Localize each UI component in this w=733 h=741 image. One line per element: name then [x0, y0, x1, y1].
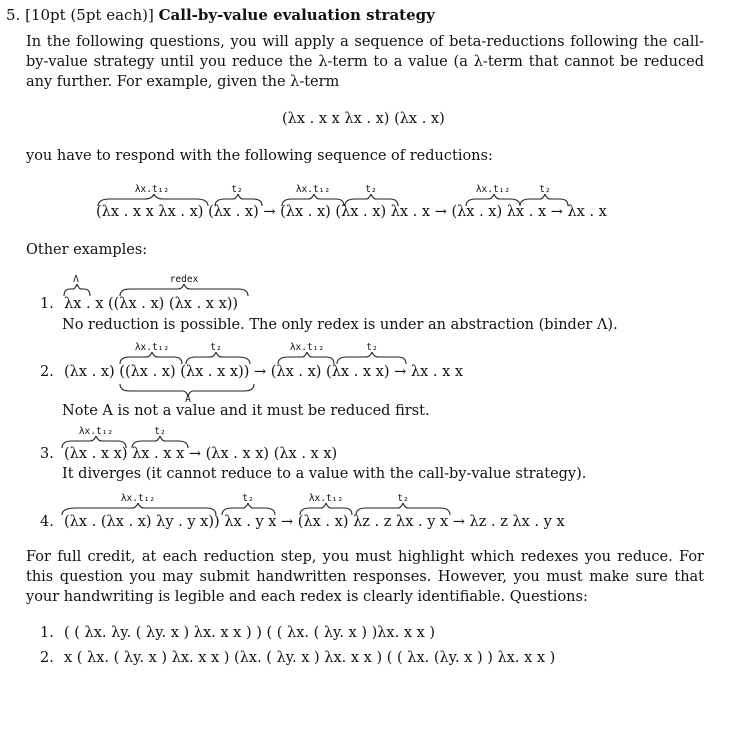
ex4-label-1: λx.t₁₂: [120, 493, 156, 504]
question-1-expr: ( ( λx. λy. ( λy. x ) λx. x x ) ) ( ( λx. ( λy. x ) )λx. x x ): [64, 625, 436, 641]
ex2-label-A: A: [185, 394, 191, 405]
question-number: 5.: [6, 6, 21, 24]
example-label-4: t₂: [365, 184, 377, 195]
ex3-expr: (λx . x x) λx . x x → (λx . x x) (λx . x x): [64, 446, 338, 462]
example-label-3: λx.t₁₂: [295, 184, 331, 195]
ex1-note: No reduction is possible. The only redex is under an abstraction (binder Λ).: [62, 317, 618, 333]
example-label-1: λx.t₁₂: [134, 184, 170, 195]
ex4-label-3: λx.t₁₂: [308, 493, 344, 504]
example-label-5: λx.t₁₂: [475, 184, 511, 195]
credit-paragraph: For full credit, at each reduction step, you must highlight which redexes you reduce. For this question you may submit handwritten responses. However, you must make sure that your handwriting is legible and each redex is clearly identifiable. Questions:: [26, 549, 704, 605]
intro-paragraph: In the following questions, you will apply a sequence of beta-reductions following the call-by-value strategy until you reduce the λ-term to a value (a λ-term that cannot be reduced any further. For example, given the λ-term: [26, 34, 704, 90]
example-term: (λx . x x λx . x) (λx . x): [282, 111, 445, 127]
ex2-label-4: t₂: [366, 342, 378, 353]
other-examples-heading: Other examples:: [26, 242, 148, 258]
ex4-expr: (λx . (λx . x) λy . y x)) λx . y x → (λx . x) λz . z λx . y x → λz . z λx . y x: [64, 514, 565, 530]
question-title: Call-by-value evaluation strategy: [158, 6, 435, 24]
ex3-number: 3.: [40, 446, 54, 462]
ex2-expr: (λx . x) ((λx . x) (λx . x x)) → (λx . x) (λx . x x) → λx . x x: [64, 364, 464, 380]
ex4-label-4: t₂: [397, 493, 409, 504]
ex2-label-3: λx.t₁₂: [289, 342, 325, 353]
ex2-note: Note A is not a value and it must be reduced first.: [62, 403, 430, 419]
ex2-number: 2.: [40, 364, 54, 380]
ex4-number: 4.: [40, 514, 54, 530]
ex1-number: 1.: [40, 296, 54, 312]
question-1-number: 1.: [40, 625, 54, 641]
ex1-label-lambda: Λ: [73, 274, 79, 285]
ex3-label-1: λx.t₁₂: [78, 426, 114, 437]
question-2-number: 2.: [40, 650, 54, 666]
ex2-bottom-brace: [0, 384, 733, 398]
respond-text: you have to respond with the following sequence of reductions:: [26, 148, 493, 164]
example-label-6: t₂: [539, 184, 551, 195]
example-reduction-expr: (λx . x x λx . x) (λx . x) → (λx . x) (λx . x) λx . x → (λx . x) λx . x → λx . x: [96, 204, 607, 220]
ex1-label-redex: redex: [169, 274, 199, 285]
ex2-label-1: λx.t₁₂: [134, 342, 170, 353]
question-header: [6, 6, 435, 24]
ex1-expr: λx . x ((λx . x) (λx . x x)): [64, 296, 239, 312]
ex3-note: It diverges (it cannot reduce to a value with the call-by-value strategy).: [62, 466, 587, 482]
ex3-label-2: t₂: [154, 426, 166, 437]
question-points: [10pt (5pt each)]: [25, 6, 154, 24]
ex2-label-2: t₂: [210, 342, 222, 353]
example-label-2: t₂: [231, 184, 243, 195]
question-2-expr: x ( λx. ( λy. x ) λx. x x ) (λx. ( λy. x ) λx. x x ) ( ( λx. (λy. x ) ) λx. x x ): [64, 650, 556, 666]
ex4-label-2: t₂: [242, 493, 254, 504]
